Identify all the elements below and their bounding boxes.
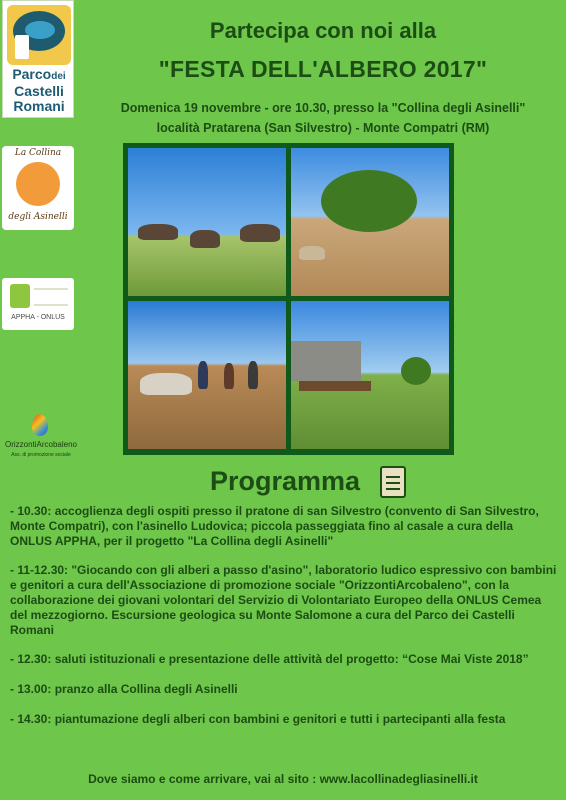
- photo-group-with-donkey: [128, 301, 286, 449]
- event-title: "FESTA DELL'ALBERO 2017": [158, 56, 488, 82]
- photo-donkeys-grazing: [128, 148, 286, 296]
- parco-logo-text: [5, 67, 73, 114]
- programma-item: - 14.30: piantumazione degli alberi con bambini e genitori e tutti i partecipanti alla festa: [10, 711, 506, 726]
- footer-website: Dove siamo e come arrivare, vai al sito : www.lacollinadegliasinelli.it: [88, 772, 478, 786]
- wheelchair-figure-icon: [10, 284, 30, 308]
- programma-item: - 12.30: saluti istituzionali e presentazione delle attività del progetto: “Cose Mai Viste 2018”: [10, 652, 529, 667]
- venue-location-line: località Pratarena (San Silvestro) - Monte Compatri (RM): [156, 121, 490, 135]
- headline-invite: Partecipa con noi alla: [209, 18, 437, 43]
- venue-date-line: Domenica 19 novembre - ore 10.30, presso la "Collina degli Asinelli": [120, 101, 526, 115]
- programma-item: - 13.00: pranzo alla Collina degli Asinelli: [10, 682, 238, 697]
- rainbow-drop-icon: [32, 414, 48, 436]
- parco-emblem-icon: [7, 5, 71, 65]
- appha-logo-label: APPHA - ONLUS: [11, 314, 65, 321]
- collina-asinelli-logo: [2, 146, 74, 230]
- collina-logo-top: La Collina: [14, 148, 62, 158]
- parco-logo-dei: dei: [51, 71, 66, 82]
- parco-logo-line3: Romani: [13, 98, 65, 114]
- parco-logo-line2: Castelli: [14, 83, 64, 99]
- collina-logo-bottom: degli Asinelli: [8, 212, 68, 222]
- programma-list: [10, 504, 558, 742]
- parco-logo-line1: Parco: [12, 66, 52, 82]
- donkeys-emblem-icon: [16, 162, 60, 206]
- orizzonti-logo-sub: Ass. di promozione sociale: [11, 452, 71, 458]
- programma-item: - 10.30: accoglienza degli ospiti presso il pratone di san Silvestro (convento di San Silvestro, Monte Compatri), con l'asinello Ludovica; piccola passeggiata fino al casale a cura della ONLUS APPHA, per il progetto "La Collina degli Asinelli": [10, 504, 539, 548]
- scroll-icon: [380, 466, 406, 498]
- programma-item: - 11-12.30: "Giocando con gli alberi a passo d'asino", laboratorio ludico espressivo con bambini e genitori a cura dell'Associazione di promozione sociale "OrizzontiArcobaleno", con la collaborazione dei giovani volontari del Servizio di Volontariato Europeo della ONLUS Cemea del mezzogiorno. Escursione geologica su Monte Salomone a cura del Parco dei Castelli Romani: [10, 563, 557, 637]
- photo-farmhouse: [291, 301, 449, 449]
- orizzonti-logo-name: OrizzontiArcobaleno: [4, 440, 78, 449]
- programma-title: Programma: [209, 466, 361, 496]
- venue-info: [80, 98, 566, 138]
- photo-tree-on-hill: [291, 148, 449, 296]
- photo-grid: [123, 143, 454, 455]
- orizzonti-arcobaleno-logo: [0, 412, 80, 468]
- appha-onlus-logo: [2, 278, 74, 330]
- parco-castelli-romani-logo: [2, 0, 74, 118]
